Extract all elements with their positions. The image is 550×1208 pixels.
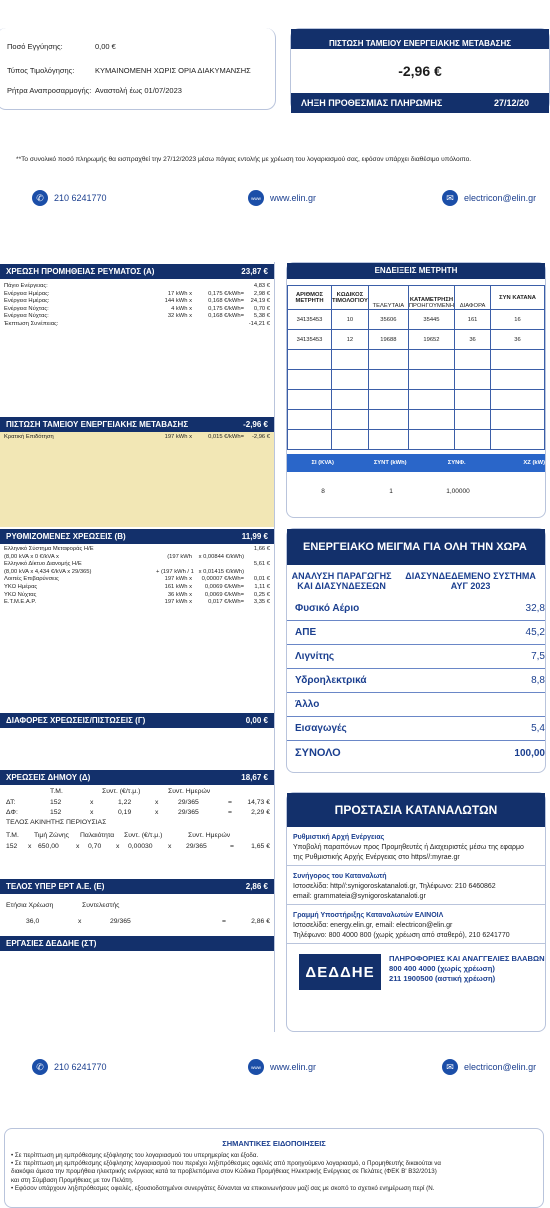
ert-head: Ετήσια Χρέωση [6,902,54,909]
ert-total: 2,86 € [245,882,268,891]
charge-qty [156,283,192,291]
charge-qty: 161 kWh x [164,583,192,590]
charge-qty: 197 kWh x [164,599,192,606]
meter-cell: 35606 [368,310,408,330]
mix-row [287,669,545,693]
tap-cell: x [116,843,120,850]
contact-email[interactable] [442,190,536,206]
notice-line: και στη Σύμβαση Προμήθειας με τον Πελάτη. [11,1176,134,1184]
protection-block [287,827,545,866]
meter-foot-head [287,454,545,472]
meter-col: ΤΕΛΕΥΤΑΙΑ [368,286,408,310]
charge-value [244,554,270,562]
charge-row [4,321,270,329]
mun-label: ΔΦ: [6,809,18,816]
phone-text: 210 6241770 [54,1062,107,1072]
ert-cell: x [78,918,82,925]
regulated-header [0,529,274,544]
protection-blocks [287,827,545,944]
regulated-rows [0,544,274,713]
mix-row [287,597,545,621]
meter-row [288,330,545,350]
mix-value: 5,4 [531,723,545,734]
charge-label: Ενέργεια Ημέρας: [4,290,50,297]
credit-amount: -2,96 € [398,63,442,79]
payment-notice: **Το συνολικό ποσό πληρωμής θα εισπραχθεί την 27/12/2023 μέσω πάγιας εντολής με χρέωση του λογαριασμού σας, εφόσον υπάρχει διαθέσιμο υπόλοιπο. [16,156,472,163]
credit-section-total: -2,96 € [243,420,268,429]
charge-qty: + (197 kWh / 1 [156,568,194,575]
mix-title: ΕΝΕΡΓΕΙΑΚΟ ΜΕΙΓΜΑ ΓΙΑ ΟΛΗ ΤΗΝ ΧΩΡΑ [287,529,545,565]
contact-phone-bottom[interactable] [32,1059,107,1075]
mix-columns [287,565,545,597]
protection-block [287,905,545,944]
charges-panel [0,262,275,1032]
meter-cell: 12 [332,330,369,350]
charge-price [192,283,244,291]
payment-summary-box [290,28,550,112]
mix-row [287,717,545,741]
foot-head: ΣΥΝΦ. [447,460,466,466]
mun-head-rate: Συντ. (€/τ.μ.) [102,788,141,795]
protection-text: Ιστοσελίδα: http//:synigoroskatanaloti.gr, Τηλέφωνο: 210 6460862 [293,883,496,890]
meter-cell: 16 [491,310,545,330]
meter-col: ΚΩΔΙΚΟΣ ΤΙΜΟΛΟΓΙΟΥ [332,286,369,310]
mix-label: Εισαγωγές [295,723,347,734]
charge-value: -14,21 € [248,320,270,327]
ert-head: Συντελεστής [82,902,120,909]
email-text: electricon@elin.gr [464,193,537,203]
meter-cell: 19688 [368,330,408,350]
charge-label: Πάγιο Ενέργειας: [4,283,48,289]
mail-icon: ✉ [442,190,458,206]
mun-x: x [90,809,94,816]
protection-heading: Συνήγορος του Καταναλωτή [293,873,387,880]
tap-cell: 152 [6,843,18,850]
foot-head: ΣΙ (KVA) [311,460,334,466]
charge-qty: (197 kWh [167,553,192,560]
meter-row-empty [288,370,545,390]
municipal-header [0,770,274,785]
mun-x: x [90,799,94,806]
mix-label: Λιγνίτης [295,651,335,662]
charge-qty: 197 kWh x [164,576,192,583]
charge-value: -2,96 € [251,434,270,440]
charge-value: 0,70 € [253,305,270,312]
meter-cell: 34135453 [288,310,332,330]
deddie-info-line[interactable]: 800 400 4000 (χωρίς χρέωση) [389,964,495,973]
meter-row-empty [288,410,545,430]
deddie-info [381,954,545,984]
meter-col: ΣΥΝ ΚΑΤΑΝΑ [491,286,545,310]
charge-price: x 0,00844 €/kWh) [198,553,244,560]
deddie-works-header [0,936,274,951]
tap-cell: x [168,843,172,850]
charge-qty [156,546,192,554]
mix-total-label: ΣΥΝΟΛΟ [295,747,341,759]
municipal-body [0,785,274,879]
municipal-total: 18,67 € [241,773,268,782]
supply-header [0,264,274,279]
globe-icon: www [248,190,264,206]
charge-price: x 0,01415 €/kWh) [198,568,244,575]
charge-label: Έκπτωση Συνέπειας: [4,320,59,327]
credit-section-body [0,432,274,527]
deddie-works-title: ΕΡΓΑΣΙΕΣ ΔΕΔΔΗΕ (ΣΤ) [6,939,97,948]
charge-value: 0,25 € [253,591,270,598]
protection-text: Υποβολή παραπόνων προς Προμηθευτές ή Διαχειριστές μέσω της εφαρμο [293,844,524,851]
mix-label: Φυσικό Αέριο [295,603,360,614]
misc-total: 0,00 € [245,716,268,725]
foot-cell: 1,00000 [446,487,470,495]
mix-value: 8,8 [531,675,545,686]
credit-section-header [0,417,274,432]
consumer-protection-panel [286,792,546,1032]
tap-cell: = [230,843,234,850]
charge-price [192,321,244,329]
web-text: www.elin.gr [270,193,317,203]
due-date: 27/12/20 [493,98,529,108]
tap-head: Τιμή Ζώνης [34,832,69,839]
web-text: www.elin.gr [270,1062,317,1072]
misc-header [0,713,274,728]
info-value-pricing: ΚΥΜΑΙΝΟΜΕΝΗ ΧΩΡΙΣ ΟΡΙΑ ΔΙΑΚΥΜΑΝΣΗΣ [95,66,251,75]
charge-label: ΥΚΩ Νύχτας [4,591,37,598]
protection-block [287,866,545,905]
charge-price: 0,00007 €/kWh= [201,576,244,583]
mun-x: x [155,799,159,806]
mun-x: x [155,809,159,816]
charge-value: 2,98 € [253,290,270,297]
ert-cell: 2,86 € [251,918,270,925]
meter-cell: 35445 [408,310,454,330]
charge-row [4,283,270,291]
notice-line: • Σε περίπτωση μη εμπρόθεσμης εξόφλησης του λογαριασμού του υπερημερίας και έξοδα. [11,1152,259,1159]
mix-value: 7,5 [531,651,545,662]
charge-row [4,546,270,554]
credit-row [4,434,270,442]
charge-label: Ελληνικό Σύστημα Μεταφοράς Η/Ε [4,546,94,552]
charge-qty: 144 kWh x [164,298,192,305]
charge-label: ΥΚΩ Ημέρας [4,583,38,590]
info-label-pricing: Τύπος Τιμολόγησης: [7,66,75,75]
charge-label: Ενέργεια Νύχτας: [4,305,49,312]
mun-tm: 152 [50,809,62,816]
notice-line: διακόψει άμεσα την προμήθεια ηλεκτρικής ενέργειας κατά τα προβλεπόμενα στον Κώδικα Προμήθειας Ηλεκτρικής Ενέργειας σε Πελάτες (ΦΕΚ Β' Β32/2013) [11,1168,437,1176]
due-label: ΛΗΞΗ ΠΡΟΘΕΣΜΙΑΣ ΠΛΗΡΩΜΗΣ [301,98,443,108]
charge-label: Ενέργεια Νύχτας: [4,313,49,320]
tap-cell: x [28,843,32,850]
energy-mix-panel [286,528,546,773]
charge-value: 4,83 € [253,283,270,289]
charge-label: Ε.Τ.Μ.Ε.Α.Ρ. [4,599,37,606]
mix-row [287,693,545,717]
charge-row [4,599,270,607]
mun-eq: = [228,799,232,806]
tap-cell: 0,00030 [128,843,153,850]
contact-web-bottom[interactable] [248,1059,316,1075]
tap-head: Τ.Μ. [6,832,19,839]
charge-label: Ενέργεια Ημέρας: [4,298,50,305]
mix-row [287,621,545,645]
charge-price: 0,015 €/kWh= [208,434,244,440]
info-row-guarantee [7,42,63,51]
mix-total-row [287,741,545,765]
charge-price: 0,168 €/kWh= [208,298,244,305]
charge-value: 3,35 € [253,599,270,606]
credit-section-title: ΠΙΣΤΩΣΗ ΤΑΜΕΙΟΥ ΕΝΕΡΓΕΙΑΚΗΣ ΜΕΤΑΒΑΣΗΣ [6,420,189,429]
tap-head: Παλαιότητα [80,832,115,839]
mix-label: Υδροηλεκτρικά [295,675,367,686]
charge-price: 0,175 €/kWh= [208,290,244,297]
foot-cell: 1 [389,487,393,495]
foot-head: ΣΥΝΤ (kWh) [373,460,407,466]
ert-cell: = [222,918,226,925]
ert-title: ΤΕΛΟΣ ΥΠΕΡ ΕΡΤ Α.Ε. (Ε) [6,882,105,891]
charge-value: 1,11 € [254,583,270,590]
charge-qty [156,561,192,569]
supply-rows [0,279,274,417]
mun-label: ΔΤ: [6,799,16,806]
protection-heading: Ρυθμιστική Αρχή Ενέργειας [293,834,385,841]
protection-text: Τηλέφωνο: 800 4000 800 (χωρίς χρέωση από σταθερό), 210 6241770 [293,932,510,939]
charge-price: 0,0069 €/kWh= [204,591,244,598]
ert-body [0,894,274,936]
tap-cell: 1,65 € [251,843,270,850]
meter-cell: 34135453 [288,330,332,350]
meter-col-label: ΠΡΟΗΓΟΥΜΕΝΗ [408,303,455,309]
misc-title: ΔΙΑΦΟΡΕΣ ΧΡΕΩΣΕΙΣ/ΠΙΣΤΩΣΕΙΣ (Γ) [6,716,146,725]
mun-rate: 0,19 [118,809,132,816]
mun-value: 14,73 € [247,799,270,806]
charge-row [4,298,270,306]
charge-qty: 4 kWh x [171,305,192,312]
credit-header: ΠΙΣΤΩΣΗ ΤΑΜΕΙΟΥ ΕΝΕΡΓΕΙΑΚΗΣ ΜΕΤΑΒΑΣΗΣ [291,29,549,49]
charge-qty [156,321,192,329]
charge-value [244,569,270,577]
charge-value: 24,19 € [250,298,270,305]
meter-cell: 10 [332,310,369,330]
charge-qty: 197 kWh x [164,434,192,440]
ert-cell: 29/365 [110,918,131,925]
tap-head: Συντ. Ημερών [188,832,231,839]
notice-line: • Σε περίπτωση μη εμπρόθεσμης εξόφλησης λογαριασμού που περιέχει ληξιπρόθεσμες οφειλές από προηγούμενο λογαριασμό, ο Προμηθευτής δικαιούται να [11,1160,441,1168]
charge-row [4,313,270,321]
mail-icon: ✉ [442,1059,458,1075]
charge-value: 1,66 € [253,546,270,552]
important-notices [4,1128,544,1208]
phone-text: 210 6241770 [54,193,107,203]
ert-cell: 36,0 [26,918,40,925]
charge-price: 0,168 €/kWh= [208,313,244,320]
meter-cell: 36 [491,330,545,350]
protection-text: Ιστοσελίδα: energy.elin.gr, email: electricon@elin.gr [293,922,453,929]
municipal-title: ΧΡΕΩΣΕΙΣ ΔΗΜΟΥ (Δ) [6,773,91,782]
tap-cell: 29/365 [186,843,207,850]
mun-days: 29/365 [178,799,199,806]
charge-label: (8,00 kVA x 0 €/kVA x [4,553,59,560]
phone-icon: ✆ [32,1059,48,1075]
contact-phone[interactable] [32,190,107,206]
mix-value: 45,2 [525,627,545,638]
email-text: electricon@elin.gr [464,1062,537,1072]
notices-title: ΣΗΜΑΝΤΙΚΕΣ ΕΙΔΟΠΟΙΗΣΕΙΣ [222,1139,326,1148]
deddie-info-line: ΠΛΗΡΟΦΟΡΙΕΣ ΚΑΙ ΑΝΑΓΓΕΛΙΕΣ ΒΛΑΒΩΝ [389,954,545,963]
contract-info-box [0,28,276,110]
charge-price [192,561,244,569]
protection-text: της Ρυθμιστικής Αρχής Ενέργειας στο https//:myrae.gr [293,854,460,861]
info-label-clause: Ρήτρα Αναπροσαρμογής: [7,86,92,95]
meter-cell: 19652 [408,330,454,350]
tap-head: Συντ. (€/τ.μ.) [124,832,163,839]
charge-qty: 32 kWh x [167,313,192,320]
mix-rows [287,597,545,741]
deddie-info-line[interactable]: 211 1900500 (αστική χρέωση) [389,974,496,983]
protection-text: email: grammateia@synigoroskatanaloti.gr [293,893,426,900]
ert-header [0,879,274,894]
mun-days: 29/365 [178,809,199,816]
charge-value: 0,01 € [253,576,270,583]
foot-cell: 8 [321,487,325,495]
charge-value: 5,61 € [253,561,270,568]
charge-row [4,592,270,600]
mix-label: Άλλο [295,699,320,710]
mix-value: 32,8 [525,603,545,614]
mix-col1: ΑΝΑΛΥΣΗ ΠΑΡΑΓΩΓΗΣ ΚΑΙ ΔΙΑΣΥΝΔΕΣΕΩΝ [291,571,392,591]
charge-row [4,584,270,592]
mun-rate: 1,22 [118,799,132,806]
meter-row [288,310,545,330]
charge-price: 0,175 €/kWh= [208,305,244,312]
charge-price: 0,017 €/kWh= [208,599,244,606]
charge-row [4,561,270,569]
mix-total-value: 100,00 [514,747,545,759]
protection-title: ΠΡΟΣΤΑΣΙΑ ΚΑΤΑΝΑΛΩΤΩΝ [287,793,545,827]
mix-label: ΑΠΕ [295,627,317,638]
info-label: Ποσό Εγγύησης: [7,42,63,51]
mun-value: 2,29 € [251,809,270,816]
mun-head-days: Συντ. Ημερών [168,788,211,795]
meter-panel [286,262,546,518]
foot-head: ΧΖ (kW) [523,460,545,466]
meter-row-empty [288,390,545,410]
mun-eq: = [228,809,232,816]
charge-price: 0,0069 €/kWh= [204,583,244,590]
charge-label: Λοιπές Επιβαρύνσεις [4,576,59,583]
charge-label: Κρατική Επιδότηση [4,434,54,440]
due-date-bar [291,93,549,113]
regulated-total: 11,99 € [241,532,268,541]
mun-head-tm: Τ.Μ. [50,788,63,795]
tap-cell: 0,70 [88,843,102,850]
regulated-title: ΡΥΘΜΙΖΟΜΕΝΕΣ ΧΡΕΩΣΕΙΣ (Β) [6,532,126,541]
deddie-logo: ΔΕΔΔΗΕ [299,954,381,990]
notice-line: • Εφόσον υπάρχουν ληξιπρόθεσμες οφειλές, εξουσιοδοτημένοι συνεργάτες δύνανται να επικοινωνήσουν μαζί σας με σκοπό το σχετικό ενημέρωση περί (Ν. [11,1184,435,1192]
tap-title: ΤΕΛΟΣ ΑΚΙΝΗΤΗΣ ΠΕΡΙΟΥΣΙΑΣ [6,819,107,826]
charge-qty: 17 kWh x [167,290,192,297]
meter-cell: 36 [455,330,491,350]
protection-heading: Γραμμή Υποστήριξης Καταναλωτών ΕΛΙΝΟΙΛ [293,912,444,919]
deddie-box [287,944,545,990]
supply-title: ΧΡΕΩΣΗ ΠΡΟΜΗΘΕΙΑΣ ΡΕΥΜΑΤΟΣ (Α) [6,267,155,276]
globe-icon: www [248,1059,264,1075]
tap-cell: x [76,843,80,850]
charge-value: 5,38 € [253,313,270,320]
meter-title: ΕΝΔΕΙΞΕΙΣ ΜΕΤΡΗΤΗ [287,263,545,279]
meter-group: ΚΑΤΑΜΕΤΡΗΣΗ [409,297,454,303]
supply-total: 23,87 € [241,267,268,276]
mun-tm: 152 [50,799,62,806]
meter-table [287,285,545,450]
charge-row [4,576,270,584]
tap-cell: 650,00 [38,843,59,850]
meter-col: ΑΡΙΘΜΟΣ ΜΕΤΡΗΤΗ [288,286,332,310]
notice-lines [11,1152,537,1193]
meter-row-empty [288,430,545,450]
contact-web[interactable] [248,190,316,206]
meter-cell: 161 [455,310,491,330]
phone-icon: ✆ [32,190,48,206]
mix-row [287,645,545,669]
charge-label: Ελληνικό Δίκτυο Διανομής Η/Ε [4,561,82,568]
mix-col2: ΔΙΑΣΥΝΔΕΔΕΜΕΝΟ ΣΥΣΤΗΜΑ ΑΥΓ 2023 [405,571,536,591]
charge-price [192,546,244,554]
meter-col-prev [408,286,454,310]
info-value-guarantee: 0,00 € [95,42,116,51]
meter-foot-row [287,472,545,510]
charge-label: (8,00 kVA x 4,434 €/kVA x 29/365) [4,568,92,575]
meter-col: ΔΙΑΦΟΡΑ [455,286,491,310]
contact-email-bottom[interactable] [442,1059,536,1075]
info-value-clause: Αναστολή έως 01/07/2023 [95,86,182,95]
meter-row-empty [288,350,545,370]
charge-qty: 36 kWh x [167,591,192,598]
